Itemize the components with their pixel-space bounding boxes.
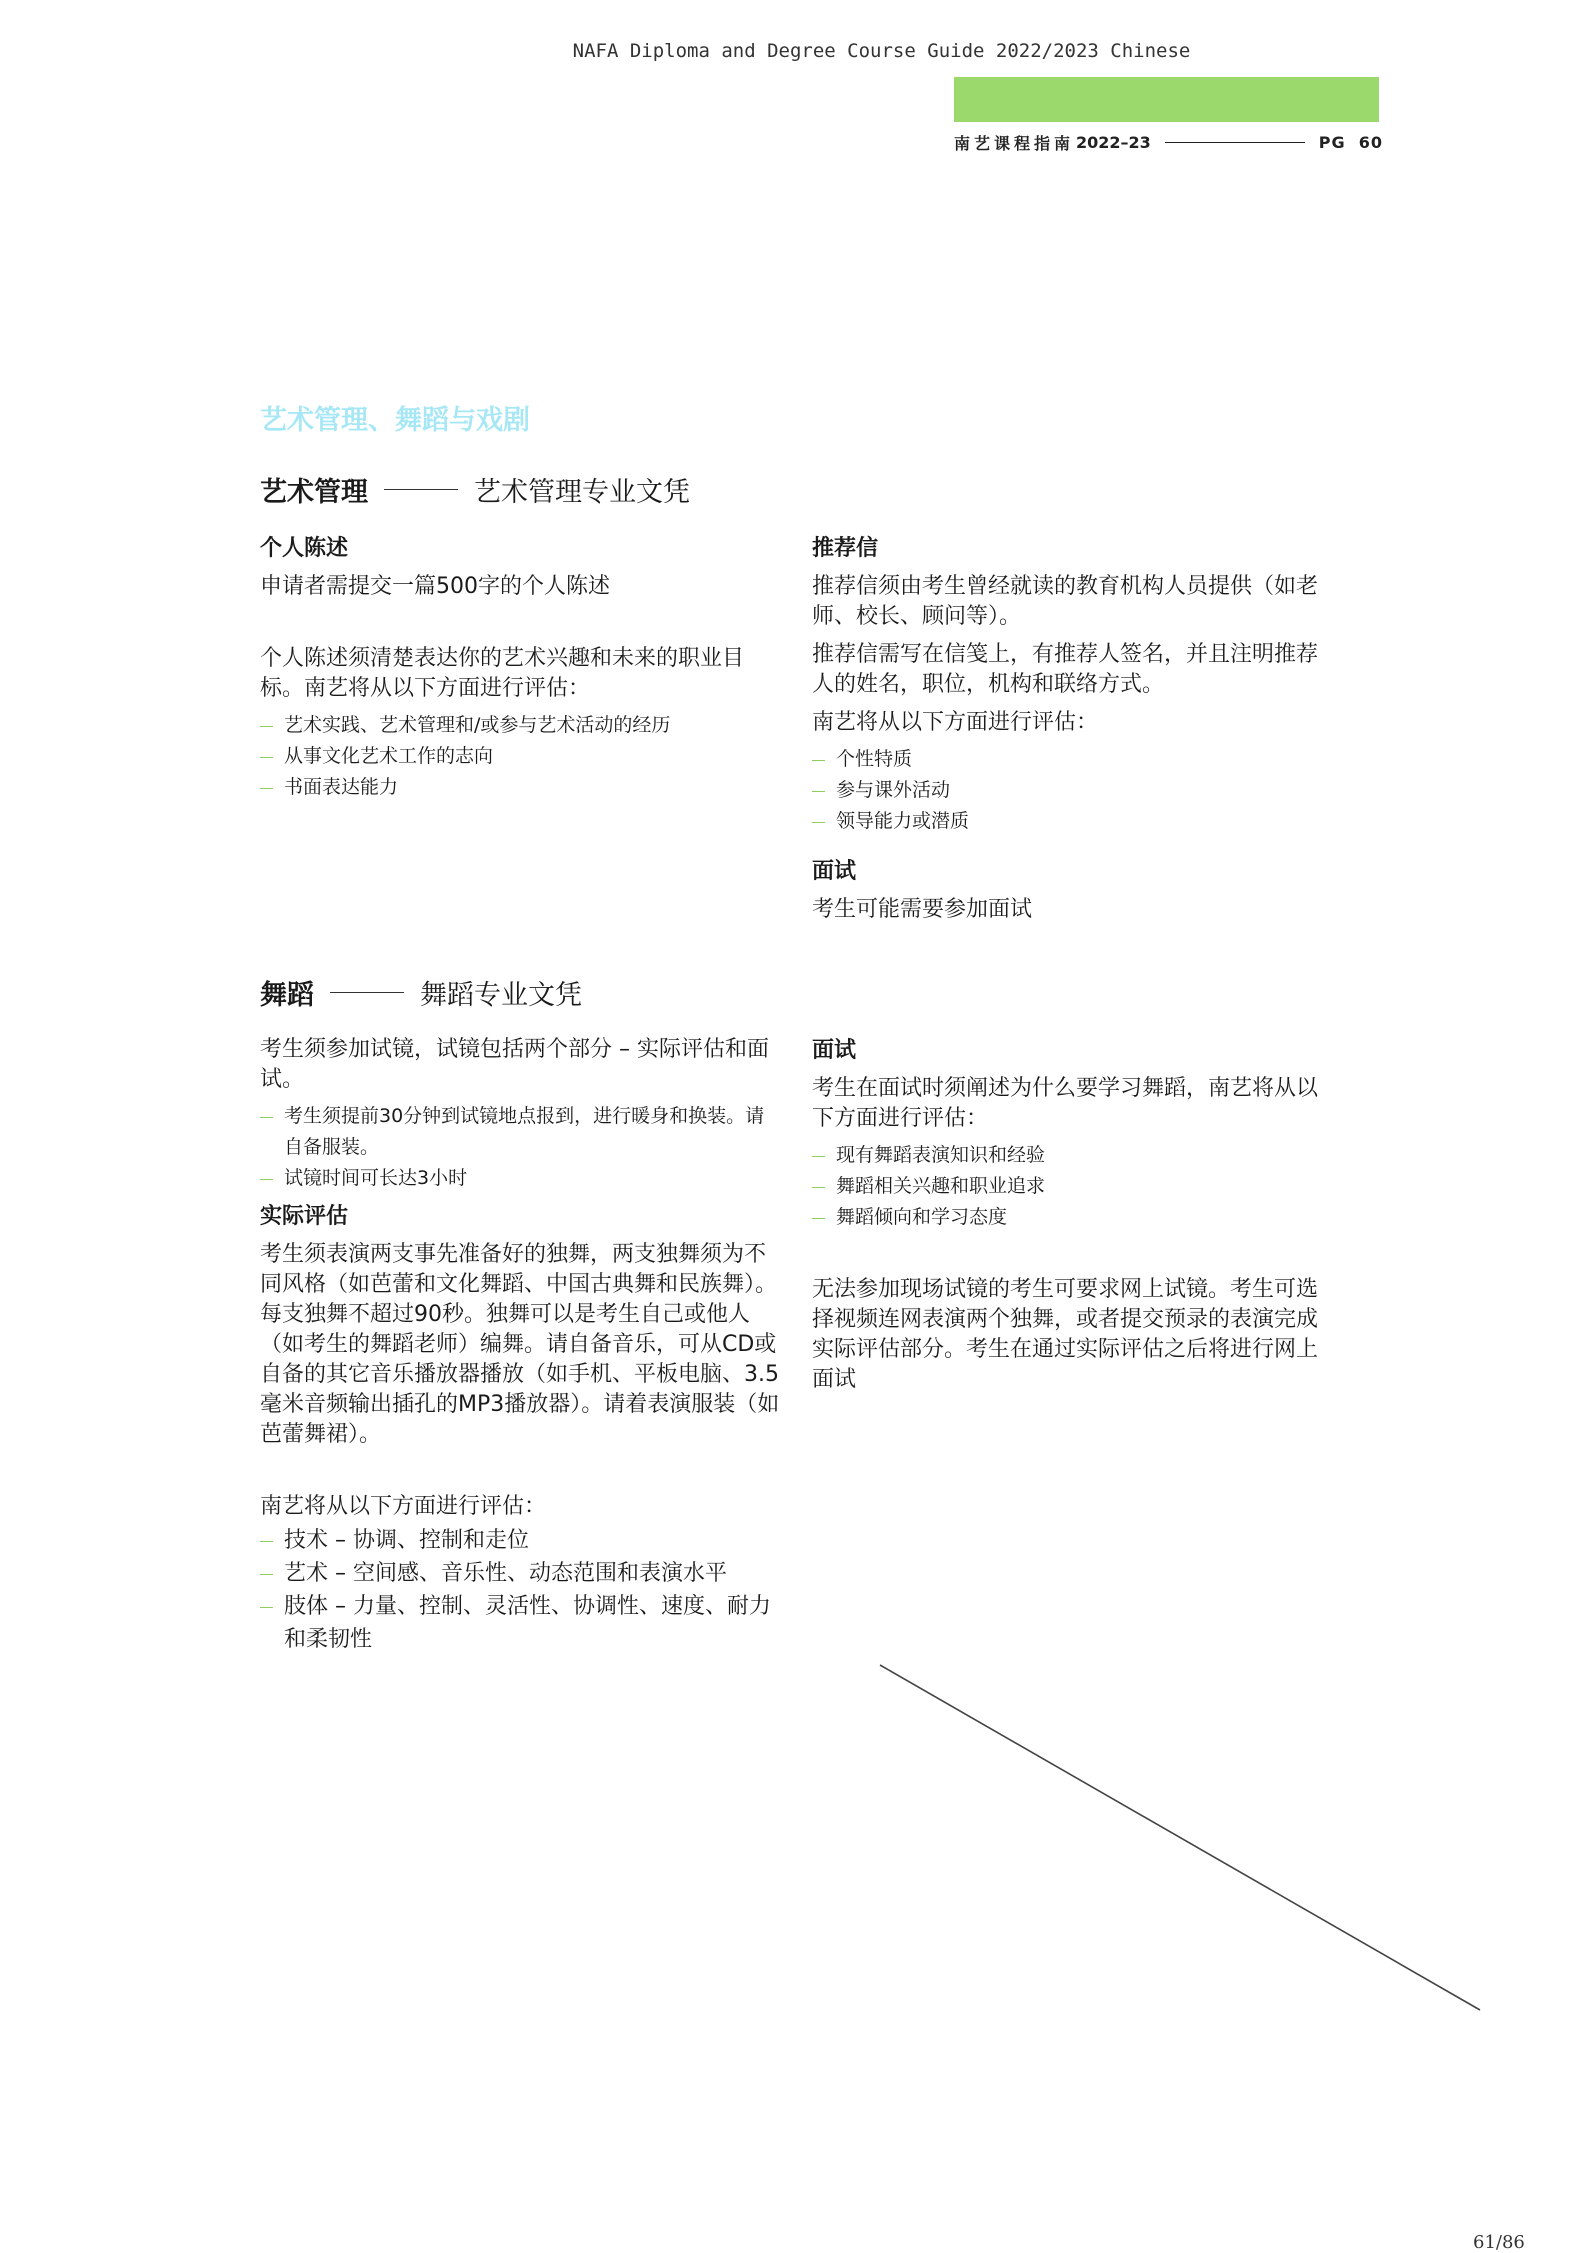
list-item: 肢体 – 力量、控制、灵活性、协调性、速度、耐力和柔韧性 (260, 1590, 780, 1656)
dance-heading (260, 973, 582, 1012)
list-item: 舞蹈倾向和学习态度 (812, 1202, 1332, 1233)
recommendation-eval-intro: 南艺将从以下方面进行评估： (812, 710, 1099, 735)
list-item: 艺术 – 空间感、音乐性、动态范围和表演水平 (260, 1557, 780, 1590)
recommendation-format: 推荐信需写在信笺上，有推荐人签名，并且注明推荐人的姓名，职位，机构和联络方式。 (812, 642, 1319, 697)
subject-name: 艺术管理 (260, 477, 368, 508)
page-counter: 61/86 (1473, 2232, 1525, 2253)
recommendation-heading: 推荐信 (812, 536, 879, 561)
practical-description: 考生须表演两支事先准备好的独舞，两支独舞须为不同风格（如芭蕾和文化舞蹈、中国古典舞和民族舞）。每支独舞不超过90秒。独舞可以是考生自己或他人（如考生的舞蹈老师）编舞。请自备音乐，可从CD或自备的其它音乐播放器播放（如手机、平板电脑、3.5毫米音频输出插孔的MP3播放器）。请着表演服装（如芭蕾舞裙）。 (260, 1242, 780, 1447)
heading-dash (384, 489, 458, 490)
credential-name: 艺术管理专业文凭 (474, 477, 690, 508)
recommendation-source: 推荐信须由考生曾经就读的教育机构人员提供（如老师、校长、顾问等）。 (812, 574, 1319, 629)
recommendation-criteria (812, 744, 1332, 837)
page-label (1319, 133, 1383, 152)
list-item: 书面表达能力 (260, 772, 780, 803)
list-item: 参与课外活动 (812, 775, 1332, 806)
dance-left-column (260, 1035, 780, 1656)
list-item: 考生须提前30分钟到试镜地点报到，进行暖身和换装。请自备服装。 (260, 1101, 780, 1163)
personal-statement-heading: 个人陈述 (260, 536, 349, 561)
page-number-header: 60 (1358, 132, 1383, 152)
dance-interview-criteria (812, 1140, 1332, 1233)
personal-statement-length: 申请者需提交一篇500字的个人陈述 (260, 574, 610, 599)
list-item: 试镜时间可长达3小时 (260, 1163, 780, 1194)
online-audition-text: 无法参加现场试镜的考生可要求网上试镜。考生可选择视频连网表演两个独舞，或者提交预录的表演完成实际评估部分。考生在通过实际评估之后将进行网上面试 (812, 1277, 1319, 1392)
list-item: 现有舞蹈表演知识和经验 (812, 1140, 1332, 1171)
dance-interview-text: 考生在面试时须阐述为什么要学习舞蹈，南艺将从以下方面进行评估： (812, 1076, 1319, 1131)
page-label-text: PG (1318, 132, 1346, 152)
list-item: 技术 – 协调、控制和走位 (260, 1524, 780, 1557)
document-title: NAFA Diploma and Degree Course Guide 2022/2023 Chinese (572, 40, 1191, 62)
audition-intro: 考生须参加试镜，试镜包括两个部分 – 实际评估和面试。 (260, 1037, 769, 1092)
dance-right-column (812, 1036, 1332, 1395)
guide-year: 2022–23 (1076, 132, 1151, 152)
list-item: 个性特质 (812, 744, 1332, 775)
heading-dash (330, 992, 404, 993)
list-item: 从事文化艺术工作的志向 (260, 741, 780, 772)
header-color-bar (954, 77, 1379, 122)
credential-name: 舞蹈专业文凭 (420, 980, 582, 1011)
audition-notes (260, 1101, 780, 1194)
personal-statement-description: 个人陈述须清楚表达你的艺术兴趣和未来的职业目标。南艺将从以下方面进行评估： (260, 646, 745, 701)
running-header (954, 131, 1383, 153)
arts-management-heading (260, 470, 690, 509)
list-item: 领导能力或潜质 (812, 806, 1332, 837)
arts-management-left-column (260, 534, 780, 803)
practical-criteria (260, 1524, 780, 1656)
practical-heading: 实际评估 (260, 1204, 349, 1229)
arts-management-right-column (812, 534, 1332, 925)
guide-title: 南艺课程指南 (954, 133, 1075, 153)
header-rule (1165, 142, 1305, 143)
personal-statement-criteria (260, 710, 780, 803)
dance-interview-heading: 面试 (812, 1038, 857, 1063)
list-item: 舞蹈相关兴趣和职业追求 (812, 1171, 1332, 1202)
interview-heading: 面试 (812, 859, 857, 884)
section-title: 艺术管理、舞蹈与戏剧 (260, 405, 530, 436)
subject-name: 舞蹈 (260, 980, 314, 1011)
list-item: 艺术实践、艺术管理和/或参与艺术活动的经历 (260, 710, 780, 741)
interview-text: 考生可能需要参加面试 (812, 897, 1033, 922)
practical-eval-intro: 南艺将从以下方面进行评估： (260, 1494, 547, 1519)
